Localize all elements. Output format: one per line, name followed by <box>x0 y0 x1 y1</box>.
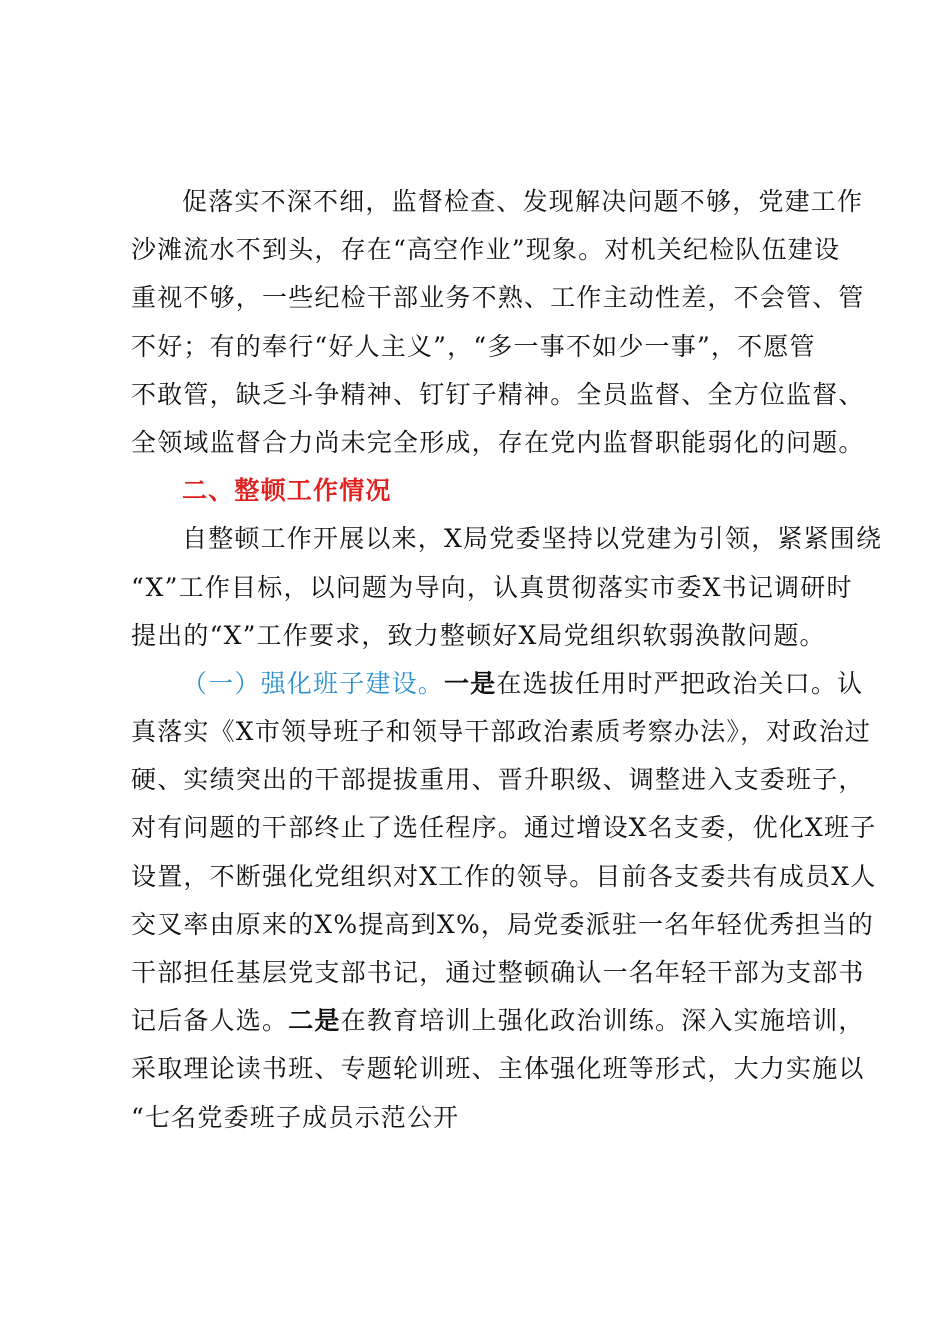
paragraph-line: 自整顿工作开展以来，X局党委坚持以党建为引领，紧紧围绕 <box>182 524 883 554</box>
first-point-marker: 一是 <box>444 668 497 698</box>
paragraph-line: 交叉率由原来的X%提高到X%，局党委派驻一名年轻优秀担当的 <box>131 909 874 939</box>
section-heading: 二、整顿工作情况 <box>182 476 392 506</box>
subsection-first-line <box>131 660 864 708</box>
paragraph-line: “七名党委班子成员示范公开 <box>131 1102 460 1132</box>
document-body <box>131 178 883 1142</box>
paragraph-line: 干部担任基层党支部书记，通过整顿确认一名年轻干部为支部书 <box>131 958 865 987</box>
second-point-marker: 二是 <box>288 1006 341 1036</box>
paragraph-line: 促落实不深不细，监督检查、发现解决问题不够，党建工作 <box>182 187 864 216</box>
paragraph-line: 全领域监督合力尚未完全形成，存在党内监督职能弱化的问题。 <box>131 427 865 457</box>
paragraph-line: 对有问题的干部终止了选任程序。通过增设X名支委，优化X班子 <box>131 813 877 843</box>
first-point-text: 在选拔任用时严把政治关口。认 <box>496 668 864 698</box>
paragraph-line: 不敢管，缺乏斗争精神、钉钉子精神。全员监督、全方位监督、 <box>131 379 865 409</box>
paragraph-line: 沙滩流水不到头，存在“高空作业”现象。对机关纪检队伍建设 <box>131 235 841 265</box>
paragraph-line: 重视不够，一些纪检干部业务不熟、工作主动性差，不会管、管 <box>131 283 865 313</box>
paragraph-line: “X”工作目标，以问题为导向，认真贯彻落实市委X书记调研时 <box>131 572 853 602</box>
paragraph-line: 真落实《X市领导班子和领导干部政治素质考察办法》，对政治过 <box>131 717 872 747</box>
paragraph-line: 不好；有的奉行“好人主义”，“多一事不如少一事”，不愿管 <box>131 331 816 361</box>
second-point-line <box>131 997 865 1045</box>
second-point-text: 在教育培训上强化政治训练。深入实施培训， <box>340 1006 865 1036</box>
paragraph-line: 硬、实绩突出的干部提拔重用、晋升职级、调整进入支委班子， <box>131 765 865 795</box>
paragraph-line: 提出的“X”工作要求，致力整顿好X局党组织软弱涣散问题。 <box>131 620 826 650</box>
second-point-lead: 记后备人选。 <box>131 1006 289 1036</box>
subsection-heading: （一）强化班子建设。 <box>182 668 445 698</box>
paragraph-line: 采取理论读书班、专题轮训班、主体强化班等形式，大力实施以 <box>131 1054 865 1084</box>
paragraph-line: 设置，不断强化党组织对X工作的领导。目前各支委共有成员X人 <box>131 861 877 891</box>
